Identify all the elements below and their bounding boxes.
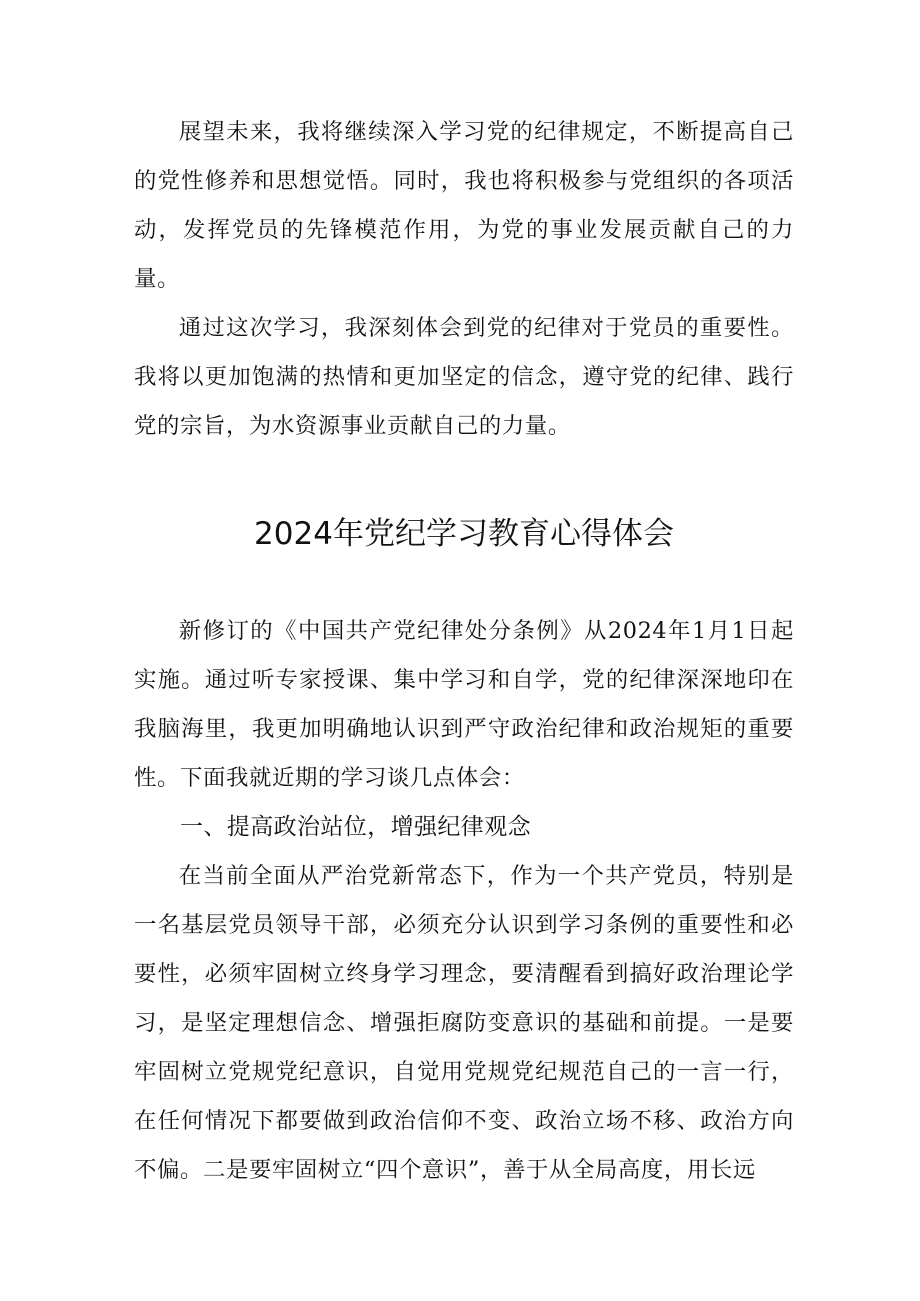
intro-paragraph-1: 展望未来，我将继续深入学习党的纪律规定，不断提高自己的党性修养和思想觉悟。同时，我也将积极参与党组织的各项活动，发挥党员的先锋模范作用，为党的事业发展贡献自己的力量。 (134, 119, 794, 292)
section-heading: 一、提高政治站位，增强纪律观念 (180, 814, 531, 840)
section-paragraph: 在当前全面从严治党新常态下，作为一个共产党员，特别是一名基层党员领导干部，必须充分认识到学习条例的重要性和必要性，必须牢固树立终身学习理念，要清醒看到搞好政治理论学习，是坚定理想信念、增强拒腐防变意识的基础和前提。一是要牢固树立党规党纪意识，自觉用党规党纪规范自己的一言一行，在任何情况下都要做到政治信仰不变、政治立场不移、政治方向不偏。二是要牢固树立“四个意识”，善于从全局高度，用长远 (134, 863, 794, 1183)
document-content (134, 108, 794, 1195)
spacer (134, 451, 794, 514)
spacer (134, 554, 794, 607)
document-title: 2024年党纪学习教育心得体会 (254, 516, 674, 552)
intro-paragraph-2: 通过这次学习，我深刻体会到党的纪律对于党员的重要性。我将以更加饱满的热情和更加坚定的信念，遵守党的纪律、践行党的宗旨，为水资源事业贡献自己的力量。 (134, 315, 794, 439)
body-paragraph-1: 新修订的《中国共产党纪律处分条例》从2024年1月1日起实施。通过听专家授课、集中学习和自学，党的纪律深深地印在我脑海里，我更加明确地认识到严守政治纪律和政治规矩的重要性。下面我就近期的学习谈几点体会： (134, 618, 794, 791)
